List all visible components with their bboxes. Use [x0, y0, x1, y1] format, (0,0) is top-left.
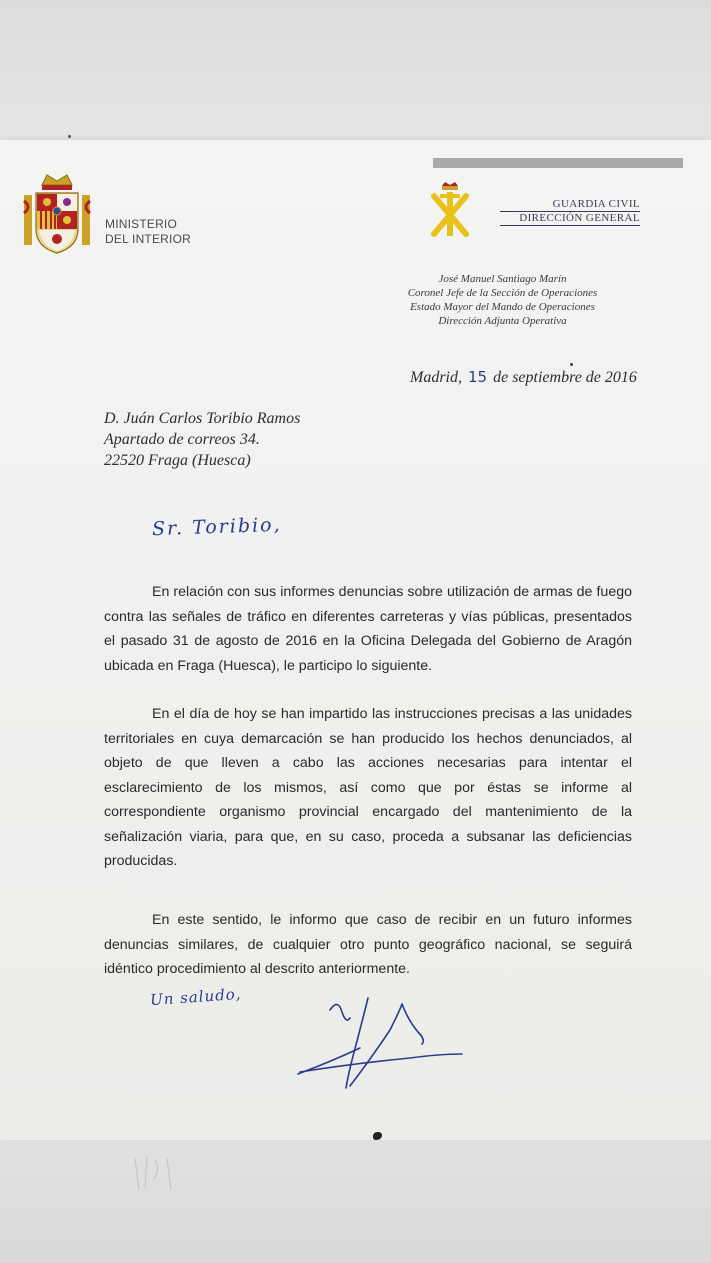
signatory-line-4: Dirección Adjunta Operativa [438, 315, 567, 327]
date-rest: de septiembre de 2016 [493, 369, 637, 386]
guardia-civil-heading [500, 198, 640, 226]
ministry-name [105, 217, 191, 247]
coat-of-arms-icon [22, 173, 92, 257]
faded-stamp-icon [125, 1150, 185, 1195]
header-bar [433, 158, 683, 168]
paragraph-2-text: En el día de hoy se han impartido las instrucciones precisas a las unidades territoriales en cuya demarcación se han producido los hechos denunciados, al objeto de que lleven a cabo las acciones necesarias para intentar el esclarecimiento de los mismos, así como que por éstas se informe al correspondiente organismo provincial encargado del mantenimiento de la señalización viaria, para que, en su caso, proceda a subsanar las deficiencias producidas. [104, 706, 632, 869]
paper-mark [570, 363, 573, 366]
gc-line-2: DIRECCIÓN GENERAL [500, 212, 640, 226]
gc-line-1: GUARDIA CIVIL [500, 198, 640, 212]
date-place: Madrid, [410, 369, 462, 386]
date-day: 15 [468, 368, 488, 386]
address-line-1: D. Juán Carlos Toribio Ramos [104, 410, 301, 427]
handwritten-salutation: Sr. Toribio, [151, 513, 282, 541]
paragraph-2 [104, 702, 632, 874]
recipient-address [104, 408, 300, 471]
signature-icon [290, 990, 470, 1090]
ministry-line-2: DEL INTERIOR [105, 232, 191, 246]
signatory-line-2: Coronel Jefe de la Sección de Operaciones [407, 287, 598, 299]
guardia-civil-emblem-icon [428, 182, 472, 240]
signatory-line-3: Estado Mayor del Mando de Operaciones [410, 301, 595, 313]
paragraph-3 [104, 908, 632, 982]
paragraph-1 [104, 580, 632, 678]
paragraph-3-text: En este sentido, le informo que caso de recibir en un futuro informes denuncias similares, de cualquier otro punto geográfico nacional, se seguirá idéntico procedimiento al descrito anteriormente. [104, 912, 632, 977]
signatory-block [380, 272, 625, 328]
handwritten-closing: Un saludo, [149, 984, 243, 1010]
ministry-line-1: MINISTERIO [105, 217, 178, 231]
address-line-2: Apartado de correos 34. [104, 431, 260, 448]
paper-mark [68, 135, 71, 138]
address-line-3: 22520 Fraga (Huesca) [104, 452, 251, 469]
signatory-name: José Manuel Santiago Marín [438, 273, 567, 285]
paragraph-1-text: En relación con sus informes denuncias sobre utilización de armas de fuego contra las señales de tráfico en diferentes carreteras y vías públicas, presentados el pasado 31 de agosto de 2016 en la Oficina Delegada del Gobierno de Aragón ubicada en Fraga (Huesca), le participo lo siguiente. [104, 584, 632, 674]
letter-date [410, 368, 635, 387]
